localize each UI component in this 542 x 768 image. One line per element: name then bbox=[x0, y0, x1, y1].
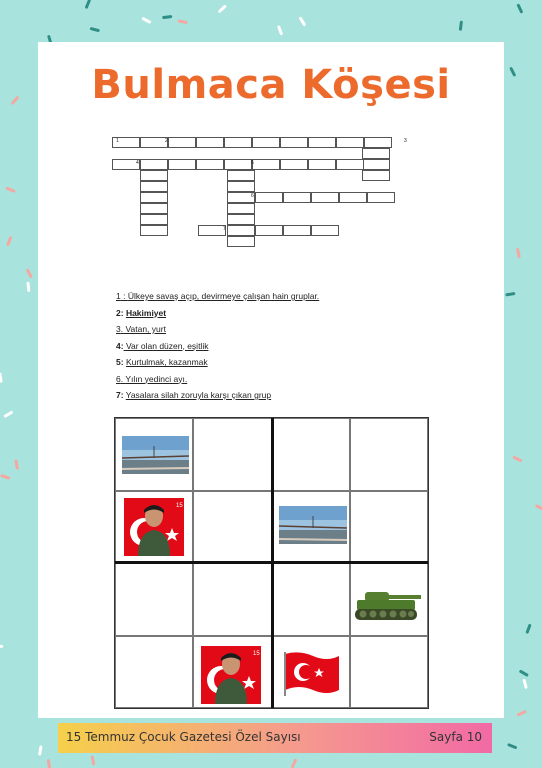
clue-1: 1 : Ülkeye savaş açıp, devirmeye çalışan hain gruplar. bbox=[116, 291, 320, 301]
crossword-cell[interactable] bbox=[362, 159, 390, 170]
confetti-piece bbox=[507, 294, 514, 295]
picture-grid-cell[interactable] bbox=[115, 563, 193, 636]
crossword-cell[interactable] bbox=[140, 192, 168, 203]
footer-page-number: Sayfa 10 bbox=[429, 730, 482, 744]
picture-grid-cell[interactable] bbox=[350, 491, 428, 564]
crossword-cell[interactable] bbox=[280, 137, 308, 148]
confetti-piece bbox=[514, 457, 520, 460]
crossword-cell[interactable] bbox=[283, 192, 311, 203]
picture-grid-cell[interactable] bbox=[272, 563, 350, 636]
confetti-piece bbox=[293, 760, 296, 766]
crossword-cell[interactable] bbox=[336, 159, 364, 170]
crossword-cell[interactable] bbox=[224, 137, 252, 148]
grid-divider-horizontal bbox=[115, 561, 428, 564]
picture-grid-cell[interactable] bbox=[350, 636, 428, 709]
crossword-cell[interactable] bbox=[336, 137, 364, 148]
picture-grid-cell[interactable] bbox=[350, 418, 428, 491]
svg-text:15: 15 bbox=[176, 503, 183, 509]
confetti-piece bbox=[301, 19, 305, 25]
crossword-number-7: 7 bbox=[223, 226, 226, 232]
crossword-cell[interactable] bbox=[252, 159, 280, 170]
crossword-cell[interactable] bbox=[255, 225, 283, 236]
crossword-cell[interactable] bbox=[140, 159, 168, 170]
clue-list bbox=[116, 288, 416, 404]
crossword-number-1: 1 bbox=[116, 138, 119, 144]
confetti-piece bbox=[16, 461, 17, 468]
crossword-cell[interactable] bbox=[311, 192, 339, 203]
clue-2: 2: Hakimiyet bbox=[116, 307, 167, 318]
crossword-cell[interactable] bbox=[227, 170, 255, 181]
bridge-icon bbox=[122, 436, 189, 474]
crossword-number-3: 3 bbox=[404, 138, 407, 144]
confetti-piece bbox=[460, 22, 461, 29]
crossword-cell[interactable] bbox=[224, 159, 252, 170]
confetti-piece bbox=[521, 671, 527, 675]
crossword-cell[interactable] bbox=[339, 192, 367, 203]
bridge-icon bbox=[279, 506, 347, 544]
confetti-piece bbox=[279, 27, 281, 34]
crossword-cell[interactable] bbox=[227, 214, 255, 225]
crossword-cell[interactable] bbox=[362, 170, 390, 181]
footer-publication: 15 Temmuz Çocuk Gazetesi Özel Sayısı bbox=[66, 730, 301, 744]
crossword-cell[interactable] bbox=[168, 159, 196, 170]
turkish-flag-icon bbox=[281, 650, 343, 696]
crossword-cell[interactable] bbox=[140, 203, 168, 214]
crossword-number-2: 2 bbox=[165, 138, 168, 144]
confetti-piece bbox=[537, 506, 542, 509]
tank-icon bbox=[353, 584, 425, 622]
portrait-icon bbox=[201, 646, 261, 704]
picture-grid-cell[interactable] bbox=[115, 636, 193, 709]
crossword-cell[interactable] bbox=[308, 159, 336, 170]
confetti-piece bbox=[511, 69, 514, 75]
picture-grid-cell[interactable] bbox=[193, 563, 271, 636]
confetti-piece bbox=[527, 626, 529, 633]
crossword-cell[interactable] bbox=[196, 159, 224, 170]
crossword-cell[interactable] bbox=[308, 137, 336, 148]
crossword-number-4: 4 bbox=[136, 160, 139, 166]
confetti-piece bbox=[8, 238, 10, 245]
confetti-piece bbox=[48, 761, 49, 768]
confetti-piece bbox=[164, 17, 171, 18]
picture-grid-cell[interactable] bbox=[193, 418, 271, 491]
confetti-piece bbox=[5, 412, 11, 416]
clue-6: 6. Yılın yedinci ayı. bbox=[116, 373, 188, 384]
svg-text:15: 15 bbox=[253, 651, 260, 657]
page-title: Bulmaca Köşesi bbox=[91, 62, 451, 108]
crossword-cell[interactable] bbox=[227, 181, 255, 192]
crossword-cell[interactable] bbox=[283, 225, 311, 236]
clue-4: 4: Var olan düzen, eşitlik bbox=[116, 340, 209, 351]
crossword-cell[interactable] bbox=[311, 225, 339, 236]
crossword-cell[interactable] bbox=[140, 170, 168, 181]
confetti-piece bbox=[40, 747, 41, 754]
confetti-piece bbox=[28, 283, 29, 290]
crossword-cell[interactable] bbox=[140, 137, 168, 148]
crossword-cell[interactable] bbox=[252, 137, 280, 148]
confetti-piece bbox=[518, 5, 521, 11]
crossword-cell[interactable] bbox=[198, 225, 226, 236]
crossword-number-5: 5 bbox=[251, 160, 254, 166]
crossword-cell[interactable] bbox=[227, 203, 255, 214]
picture-puzzle-grid bbox=[114, 417, 429, 709]
crossword-cell[interactable] bbox=[227, 225, 255, 236]
confetti-piece bbox=[220, 6, 225, 11]
confetti-piece bbox=[179, 21, 186, 22]
confetti-piece bbox=[519, 712, 525, 715]
clue-3: 3. Vatan, yurt bbox=[116, 324, 166, 334]
confetti-piece bbox=[92, 757, 93, 764]
confetti-piece bbox=[13, 98, 18, 103]
crossword-cell[interactable] bbox=[140, 214, 168, 225]
confetti-piece bbox=[2, 476, 9, 478]
crossword-cell[interactable] bbox=[367, 192, 395, 203]
crossword-cell[interactable] bbox=[362, 148, 390, 159]
crossword-number-6: 6 bbox=[251, 193, 254, 199]
crossword-cell[interactable] bbox=[140, 225, 168, 236]
confetti-piece bbox=[7, 188, 13, 191]
confetti-piece bbox=[91, 29, 98, 31]
portrait-icon bbox=[124, 498, 184, 556]
confetti-piece bbox=[509, 745, 516, 748]
crossword-cell[interactable] bbox=[196, 137, 224, 148]
crossword-cell[interactable] bbox=[255, 192, 283, 203]
picture-grid-cell[interactable] bbox=[272, 418, 350, 491]
footer-bar bbox=[58, 723, 492, 753]
confetti-piece bbox=[28, 270, 31, 276]
confetti-piece bbox=[518, 250, 519, 257]
crossword-cell[interactable] bbox=[364, 137, 392, 148]
crossword-cell[interactable] bbox=[227, 236, 255, 247]
clue-5: 5: Kurtulmak, kazanmak bbox=[116, 357, 208, 367]
confetti-piece bbox=[143, 19, 149, 22]
crossword-cell[interactable] bbox=[280, 159, 308, 170]
crossword-cell[interactable] bbox=[140, 181, 168, 192]
picture-grid-cell[interactable] bbox=[193, 491, 271, 564]
confetti-piece bbox=[87, 1, 90, 7]
clue-7: 7: Yasalara silah zoruyla karşı çıkan grup bbox=[116, 390, 272, 400]
confetti-piece bbox=[524, 680, 526, 687]
page-sheet bbox=[38, 42, 504, 718]
crossword-cell[interactable] bbox=[168, 137, 196, 148]
confetti-piece bbox=[0, 374, 1, 381]
